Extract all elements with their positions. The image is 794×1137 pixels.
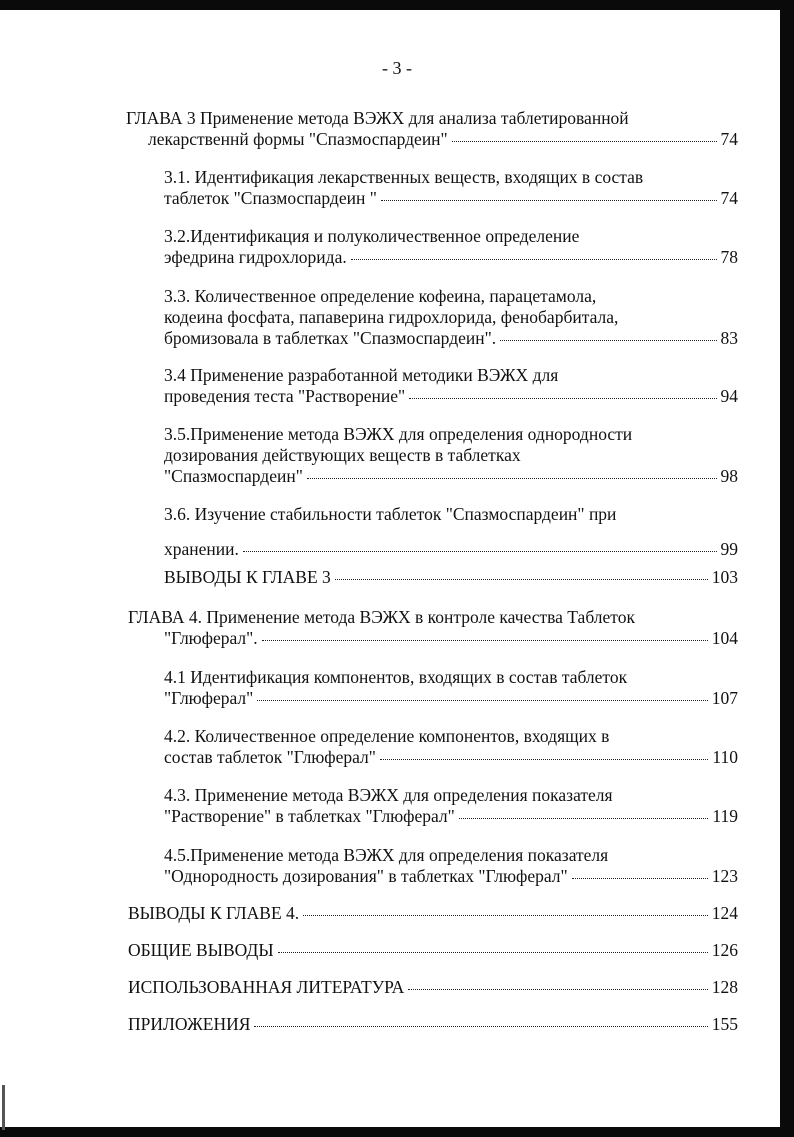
toc-entry-3-3[interactable]: [164, 286, 738, 349]
toc-entry-title-cont: состав таблеток "Глюферал": [164, 747, 376, 767]
scan-border-top: [0, 0, 794, 10]
toc-leader-line: [164, 688, 738, 709]
toc-entry-title: 4.3. Применение метода ВЭЖХ для определения показателя: [164, 785, 613, 805]
scan-edge-mark: [2, 1085, 5, 1130]
toc-leader-line: [128, 903, 738, 924]
leader-dots: [409, 398, 716, 399]
toc-leader-line: [128, 1014, 738, 1035]
toc-entry-title-cont: "Глюферал".: [164, 628, 258, 648]
toc-entry-title: 3.1. Идентификация лекарственных веществ, входящих в состав: [164, 167, 644, 187]
toc-entry-title-cont: "Глюферал": [164, 688, 254, 708]
toc-entry-title-cont: эфедрина гидрохлорида.: [164, 247, 347, 267]
toc-page-number: 99: [720, 539, 738, 559]
toc-leader-line: [164, 247, 738, 268]
toc-entry-4-5[interactable]: [164, 845, 738, 887]
toc-entry-4-2[interactable]: [164, 726, 738, 768]
toc-entry-title-cont: проведения теста "Растворение": [164, 386, 406, 406]
toc-entry-4-1[interactable]: [164, 667, 738, 709]
toc-leader-line: [164, 188, 738, 209]
toc-entry-title: ИСПОЛЬЗОВАННАЯ ЛИТЕРАТУРА: [128, 977, 405, 997]
toc-entry-title-cont: бромизовала в таблетках "Спазмоспардеин".: [164, 328, 497, 348]
leader-dots: [335, 579, 708, 580]
leader-dots: [381, 200, 717, 201]
toc-entry-title-cont: хранении.: [164, 539, 239, 559]
leader-dots: [459, 818, 709, 819]
toc-entry-chapter-4[interactable]: [128, 607, 738, 649]
toc-page-number: 155: [711, 1014, 738, 1034]
toc-page-number: 94: [720, 386, 738, 406]
leader-dots: [380, 759, 708, 760]
leader-dots: [257, 700, 707, 701]
toc-entry-title-cont: "Однородность дозирования" в таблетках "Глюферал": [164, 866, 568, 886]
toc-leader-line: [128, 940, 738, 961]
toc-entry-title-cont: лекарственнй формы "Спазмоспардеин": [148, 129, 448, 149]
toc-entry-4-3[interactable]: [164, 785, 738, 827]
toc-entry-3-4[interactable]: [164, 365, 738, 407]
toc-entry-title-cont: "Растворение" в таблетках "Глюферал": [164, 806, 455, 826]
toc-entry-3-1[interactable]: [164, 167, 738, 209]
toc-entry-title: ВЫВОДЫ К ГЛАВЕ 4.: [128, 903, 300, 923]
leader-dots: [500, 340, 716, 341]
toc-page-number: 110: [712, 747, 738, 767]
toc-entry-title: 4.2. Количественное определение компонентов, входящих в: [164, 726, 610, 746]
page-number: - 3 -: [382, 58, 412, 78]
toc-entry-title: ВЫВОДЫ К ГЛАВЕ 3: [164, 567, 331, 587]
toc-entry-literature[interactable]: [128, 977, 738, 998]
toc-leader-line: [128, 977, 738, 998]
toc-entry-title: 3.2.Идентификация и полуколичественное определение: [164, 226, 580, 246]
toc-page-number: 74: [720, 129, 738, 149]
toc-leader-line: [164, 747, 738, 768]
toc-page-number: 119: [712, 806, 738, 826]
toc-entry-title: 3.5.Применение метода ВЭЖХ для определения однородности: [164, 424, 633, 444]
toc-page-number: 124: [711, 903, 738, 923]
toc-entry-title: ПРИЛОЖЕНИЯ: [128, 1014, 251, 1034]
toc-leader-line: [164, 539, 738, 560]
toc-page-number: 107: [711, 688, 738, 708]
toc-entry-3-2[interactable]: [164, 226, 738, 268]
toc-entry-title-cont: дозирования действующих веществ в таблетках: [164, 445, 521, 465]
leader-dots: [307, 478, 717, 479]
toc-leader-line: [164, 386, 738, 407]
toc-entry-title: ОБЩИЕ ВЫВОДЫ: [128, 940, 274, 960]
leader-dots: [351, 259, 717, 260]
toc-entry-title: 3.6. Изучение стабильности таблеток "Спазмоспардеин" при: [164, 504, 617, 524]
toc-leader-line: [126, 129, 738, 150]
toc-entry-3-5[interactable]: [164, 424, 738, 487]
toc-leader-line: [164, 866, 738, 887]
toc-leader-line: [164, 806, 738, 827]
toc-page-number: 104: [711, 628, 738, 648]
toc-page-number: 98: [720, 466, 738, 486]
toc-leader-line: [128, 628, 738, 649]
toc-entry-title-cont: кодеина фосфата, папаверина гидрохлорида, фенобарбитала,: [164, 307, 619, 327]
toc-entry-title: ГЛАВА 4. Применение метода ВЭЖХ в контроле качества Таблеток: [128, 607, 635, 627]
leader-dots: [254, 1026, 707, 1027]
toc-entry-title: 4.5.Применение метода ВЭЖХ для определения показателя: [164, 845, 609, 865]
leader-dots: [278, 952, 708, 953]
scan-border-right: [780, 0, 794, 1137]
toc-entry-title: 3.3. Количественное определение кофеина, парацетамола,: [164, 286, 597, 306]
toc-leader-line: [164, 466, 738, 487]
toc-page-number: 128: [711, 977, 738, 997]
toc-page-number: 78: [720, 247, 738, 267]
toc-page-number: 123: [711, 866, 738, 886]
toc-entry-3-6[interactable]: [164, 504, 738, 560]
toc-page-number: 74: [720, 188, 738, 208]
toc-leader-line: [164, 567, 738, 588]
toc-entry-title-cont: "Спазмоспардеин": [164, 466, 303, 486]
toc-page-number: 83: [720, 328, 738, 348]
leader-dots: [262, 640, 708, 641]
toc-leader-line: [164, 328, 738, 349]
toc-entry-general-conclusions[interactable]: [128, 940, 738, 961]
toc-entry-chapter-3[interactable]: [126, 108, 738, 150]
scan-border-bottom: [0, 1127, 794, 1137]
toc-entry-title: 3.4 Применение разработанной методики ВЭЖХ для: [164, 365, 559, 385]
toc-page-number: 126: [711, 940, 738, 960]
leader-dots: [452, 141, 717, 142]
toc-page-number: 103: [711, 567, 738, 587]
toc-entry-conclusions-4[interactable]: [128, 903, 738, 924]
leader-dots: [243, 551, 717, 552]
toc-entry-title-cont: таблеток "Спазмоспардеин ": [164, 188, 377, 208]
toc-entry-appendices[interactable]: [128, 1014, 738, 1035]
leader-dots: [303, 915, 708, 916]
toc-entry-title: ГЛАВА 3 Применение метода ВЭЖХ для анализа таблетированной: [126, 108, 629, 128]
toc-entry-title: 4.1 Идентификация компонентов, входящих в состав таблеток: [164, 667, 628, 687]
leader-dots: [572, 878, 708, 879]
toc-entry-conclusions-3[interactable]: [164, 567, 738, 588]
leader-dots: [408, 989, 708, 990]
